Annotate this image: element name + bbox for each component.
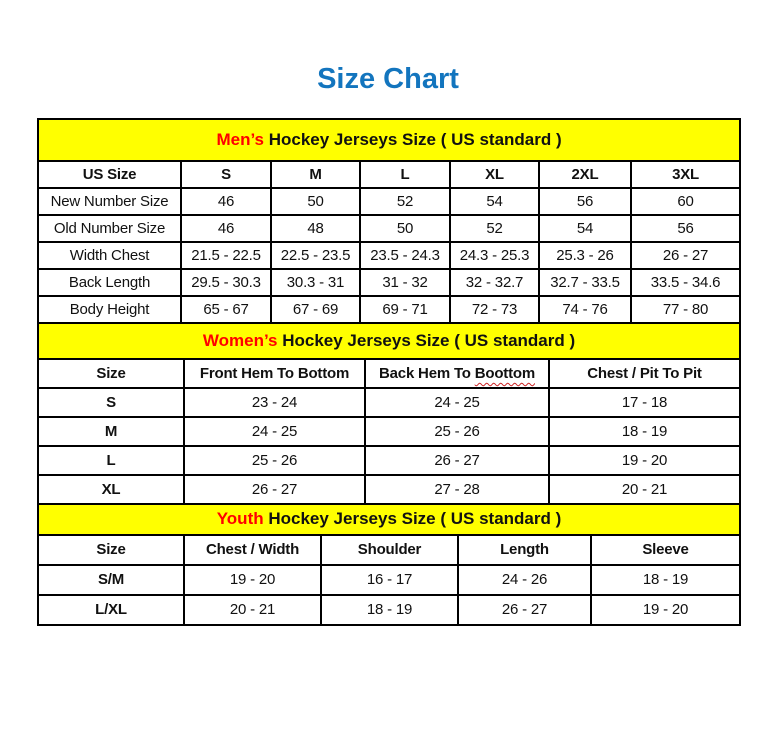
- youth-band-rest: Hockey Jerseys Size ( US standard ): [263, 509, 562, 529]
- column-header-cell: 2XL: [539, 161, 631, 188]
- table-row: [38, 296, 740, 323]
- column-header-cell: Size: [38, 359, 184, 388]
- value-cell: 54: [539, 215, 631, 242]
- row-label-cell: S: [38, 388, 184, 417]
- youth-band-row: [38, 504, 740, 535]
- table-row: [38, 388, 740, 417]
- column-header-cell: Shoulder: [321, 535, 458, 565]
- value-cell: 52: [450, 215, 539, 242]
- value-cell: 30.3 - 31: [271, 269, 360, 296]
- mens-column-header-row: [38, 161, 740, 188]
- youth-column-header-row: [38, 535, 740, 565]
- table-row: [38, 417, 740, 446]
- womens-band-row: [38, 323, 740, 359]
- row-label-cell: Old Number Size: [38, 215, 181, 242]
- womens-column-header-row: [38, 359, 740, 388]
- value-cell: 50: [271, 188, 360, 215]
- value-cell: 46: [181, 188, 271, 215]
- value-cell: 26 - 27: [458, 595, 591, 625]
- column-header-cell: Sleeve: [591, 535, 740, 565]
- value-cell: 18 - 19: [549, 417, 740, 446]
- mens-size-table: [37, 118, 741, 324]
- page-title: Size Chart: [317, 63, 459, 95]
- column-header-cell: M: [271, 161, 360, 188]
- table-row: [38, 565, 740, 595]
- value-cell: 24 - 26: [458, 565, 591, 595]
- value-cell: 24 - 25: [365, 388, 549, 417]
- value-cell: 23 - 24: [184, 388, 365, 417]
- table-row: [38, 188, 740, 215]
- value-cell: 69 - 71: [360, 296, 450, 323]
- value-cell: 23.5 - 24.3: [360, 242, 450, 269]
- value-cell: 25 - 26: [365, 417, 549, 446]
- size-chart-container: [37, 118, 739, 626]
- value-cell: 27 - 28: [365, 475, 549, 504]
- value-cell: 32 - 32.7: [450, 269, 539, 296]
- table-row: [38, 269, 740, 296]
- row-label-cell: L: [38, 446, 184, 475]
- value-cell: 20 - 21: [549, 475, 740, 504]
- column-header-cell: Length: [458, 535, 591, 565]
- column-header-cell: Front Hem To Bottom: [184, 359, 365, 388]
- value-cell: 26 - 27: [365, 446, 549, 475]
- value-cell: 20 - 21: [184, 595, 321, 625]
- youth-band-title: [38, 504, 740, 535]
- value-cell: 31 - 32: [360, 269, 450, 296]
- value-cell: 16 - 17: [321, 565, 458, 595]
- value-cell: 56: [539, 188, 631, 215]
- column-header-cell: Chest / Width: [184, 535, 321, 565]
- row-label-cell: S/M: [38, 565, 184, 595]
- column-header-cell: Size: [38, 535, 184, 565]
- value-cell: 56: [631, 215, 740, 242]
- youth-size-table: [37, 503, 741, 626]
- value-cell: 18 - 19: [321, 595, 458, 625]
- column-header-cell: Chest / Pit To Pit: [549, 359, 740, 388]
- table-row: [38, 215, 740, 242]
- value-cell: 60: [631, 188, 740, 215]
- row-label-cell: Back Length: [38, 269, 181, 296]
- value-cell: 19 - 20: [591, 595, 740, 625]
- youth-band-highlight: Youth: [216, 509, 264, 529]
- value-cell: 50: [360, 215, 450, 242]
- row-label-cell: Body Height: [38, 296, 181, 323]
- mens-band-title: [38, 119, 740, 161]
- row-label-cell: M: [38, 417, 184, 446]
- row-label-cell: Width Chest: [38, 242, 181, 269]
- value-cell: 74 - 76: [539, 296, 631, 323]
- value-cell: 32.7 - 33.5: [539, 269, 631, 296]
- table-row: [38, 595, 740, 625]
- column-header-cell: XL: [450, 161, 539, 188]
- column-header-cell: Back Hem To Boottom: [365, 359, 549, 388]
- value-cell: 33.5 - 34.6: [631, 269, 740, 296]
- value-cell: 54: [450, 188, 539, 215]
- value-cell: 25.3 - 26: [539, 242, 631, 269]
- column-header-cell: 3XL: [631, 161, 740, 188]
- value-cell: 19 - 20: [184, 565, 321, 595]
- value-cell: 46: [181, 215, 271, 242]
- mens-band-highlight: Men’s: [216, 129, 264, 149]
- value-cell: 24.3 - 25.3: [450, 242, 539, 269]
- misspelled-word: Boottom: [474, 364, 535, 382]
- mens-band-row: [38, 119, 740, 161]
- value-cell: 67 - 69: [271, 296, 360, 323]
- value-cell: 19 - 20: [549, 446, 740, 475]
- row-label-cell: New Number Size: [38, 188, 181, 215]
- value-cell: 26 - 27: [631, 242, 740, 269]
- value-cell: 25 - 26: [184, 446, 365, 475]
- table-row: [38, 475, 740, 504]
- value-cell: 22.5 - 23.5: [271, 242, 360, 269]
- mens-band-rest: Hockey Jerseys Size ( US standard ): [264, 129, 562, 149]
- row-label-cell: L/XL: [38, 595, 184, 625]
- value-cell: 72 - 73: [450, 296, 539, 323]
- value-cell: 24 - 25: [184, 417, 365, 446]
- column-header-cell: S: [181, 161, 271, 188]
- value-cell: 18 - 19: [591, 565, 740, 595]
- row-label-cell: XL: [38, 475, 184, 504]
- value-cell: 48: [271, 215, 360, 242]
- womens-band-title: [38, 323, 740, 359]
- womens-band-rest: Hockey Jerseys Size ( US standard ): [277, 330, 576, 350]
- value-cell: 65 - 67: [181, 296, 271, 323]
- value-cell: 17 - 18: [549, 388, 740, 417]
- value-cell: 77 - 80: [631, 296, 740, 323]
- table-row: [38, 446, 740, 475]
- value-cell: 21.5 - 22.5: [181, 242, 271, 269]
- value-cell: 26 - 27: [184, 475, 365, 504]
- column-header-cell: US Size: [38, 161, 181, 188]
- value-cell: 29.5 - 30.3: [181, 269, 271, 296]
- value-cell: 52: [360, 188, 450, 215]
- womens-size-table: [37, 322, 741, 505]
- column-header-cell: L: [360, 161, 450, 188]
- table-row: [38, 242, 740, 269]
- womens-band-highlight: Women’s: [202, 330, 278, 350]
